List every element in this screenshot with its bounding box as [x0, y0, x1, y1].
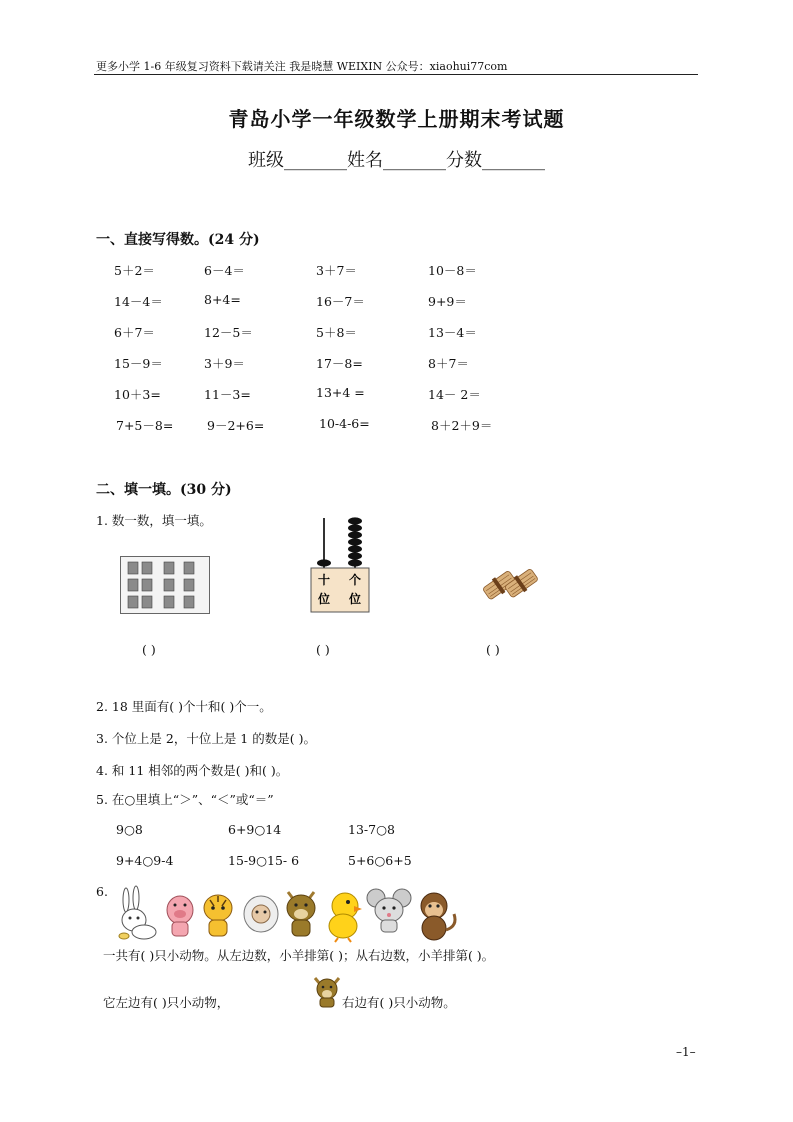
rabbit-icon [119, 886, 156, 939]
cow-icon [312, 974, 342, 1008]
section2-heading: 二、填一填。(30 分) [96, 482, 232, 498]
student-info-line: 班级_______姓名_______分数_______ [248, 150, 545, 171]
abacus-picture [310, 516, 370, 616]
arith-item: 8+4= [204, 292, 241, 307]
compare-item[interactable]: 5+6○6+5 [348, 853, 412, 868]
compare-item[interactable]: 13-7○8 [348, 822, 395, 837]
compare-item[interactable]: 6+9○14 [228, 822, 282, 837]
compare-item[interactable]: 15-9○15- 6 [228, 853, 300, 868]
compare-item[interactable]: 9+4○9-4 [116, 853, 174, 868]
answer-paren-2[interactable]: ( ) [316, 642, 330, 657]
arith-item: 14－4＝ [114, 294, 163, 309]
arith-item: 10－8＝ [428, 263, 477, 278]
sheep-icon [244, 896, 278, 932]
question-1: 1. 数一数，填一填。 [96, 513, 212, 528]
compare-item[interactable]: 9○8 [116, 822, 143, 837]
arith-item: 13－4＝ [428, 325, 477, 340]
arith-item: 5＋2＝ [114, 263, 155, 278]
arith-item: 3＋9＝ [204, 356, 245, 371]
arith-item: 10-4-6= [319, 416, 370, 431]
question-6-line2b: 右边有( )只小动物。 [342, 995, 456, 1010]
monkey-icon [421, 893, 455, 940]
question-6: 6. [96, 884, 108, 899]
arith-item: 9+9＝ [428, 294, 467, 309]
blocks-picture [120, 556, 210, 614]
arith-item: 13+4 = [316, 385, 365, 400]
stick-bundles-picture [480, 562, 542, 608]
question-6-line2a: 它左边有( )只小动物， [103, 995, 230, 1010]
question-2: 2. 18 里面有( )个十和( )个一。 [96, 699, 272, 714]
section1-heading: 一、直接写得数。(24 分) [96, 232, 260, 248]
abacus-ones-label: 个 [348, 573, 362, 587]
arith-item: 11－3= [204, 387, 251, 402]
tiger-icon [204, 895, 232, 936]
cow-icon [287, 892, 315, 936]
arith-item: 3＋7＝ [316, 263, 357, 278]
arith-item: 6－4＝ [204, 263, 245, 278]
mouse-icon [367, 889, 411, 932]
arith-item: 8＋7＝ [428, 356, 469, 371]
arith-item: 8＋2＋9＝ [431, 418, 493, 433]
arith-item: 7+5－8= [116, 418, 174, 433]
pig-icon [167, 896, 193, 936]
abacus-tens-label: 十 [317, 573, 331, 587]
page-title: 青岛小学一年级数学上册期末考试题 [228, 107, 565, 131]
arith-item: 5＋8＝ [316, 325, 357, 340]
arith-item: 17－8= [316, 356, 363, 371]
arith-item: 16－7＝ [316, 294, 365, 309]
page-header: 更多小学 1-6 年级复习资料下载请关注 我是晓慧 WEIXIN 公众号：xiaohui77com [96, 60, 508, 73]
abacus-tens-label2: 位 [317, 592, 331, 606]
page-number: –1– [676, 1045, 696, 1059]
arith-item: 6＋7＝ [114, 325, 155, 340]
abacus-ones-label2: 位 [348, 592, 362, 606]
question-6-line1: 一共有( )只小动物。从左边数，小羊排第( )；从右边数，小羊排第( )。 [103, 948, 495, 963]
answer-paren-1[interactable]: ( ) [142, 642, 156, 657]
chick-icon [329, 893, 362, 942]
header-rule [94, 74, 698, 75]
arith-item: 9－2+6= [207, 418, 265, 433]
arith-item: 15－9＝ [114, 356, 163, 371]
arith-item: 10＋3= [114, 387, 161, 402]
arith-item: 14－ 2＝ [428, 387, 481, 402]
animal-row-picture [116, 886, 488, 942]
question-3: 3. 个位上是 2，十位上是 1 的数是( )。 [96, 731, 316, 746]
answer-paren-3[interactable]: ( ) [486, 642, 500, 657]
arith-item: 12－5＝ [204, 325, 253, 340]
question-4: 4. 和 11 相邻的两个数是( )和( )。 [96, 763, 289, 778]
question-5: 5. 在○里填上“＞”、“＜”或“＝” [96, 792, 274, 807]
